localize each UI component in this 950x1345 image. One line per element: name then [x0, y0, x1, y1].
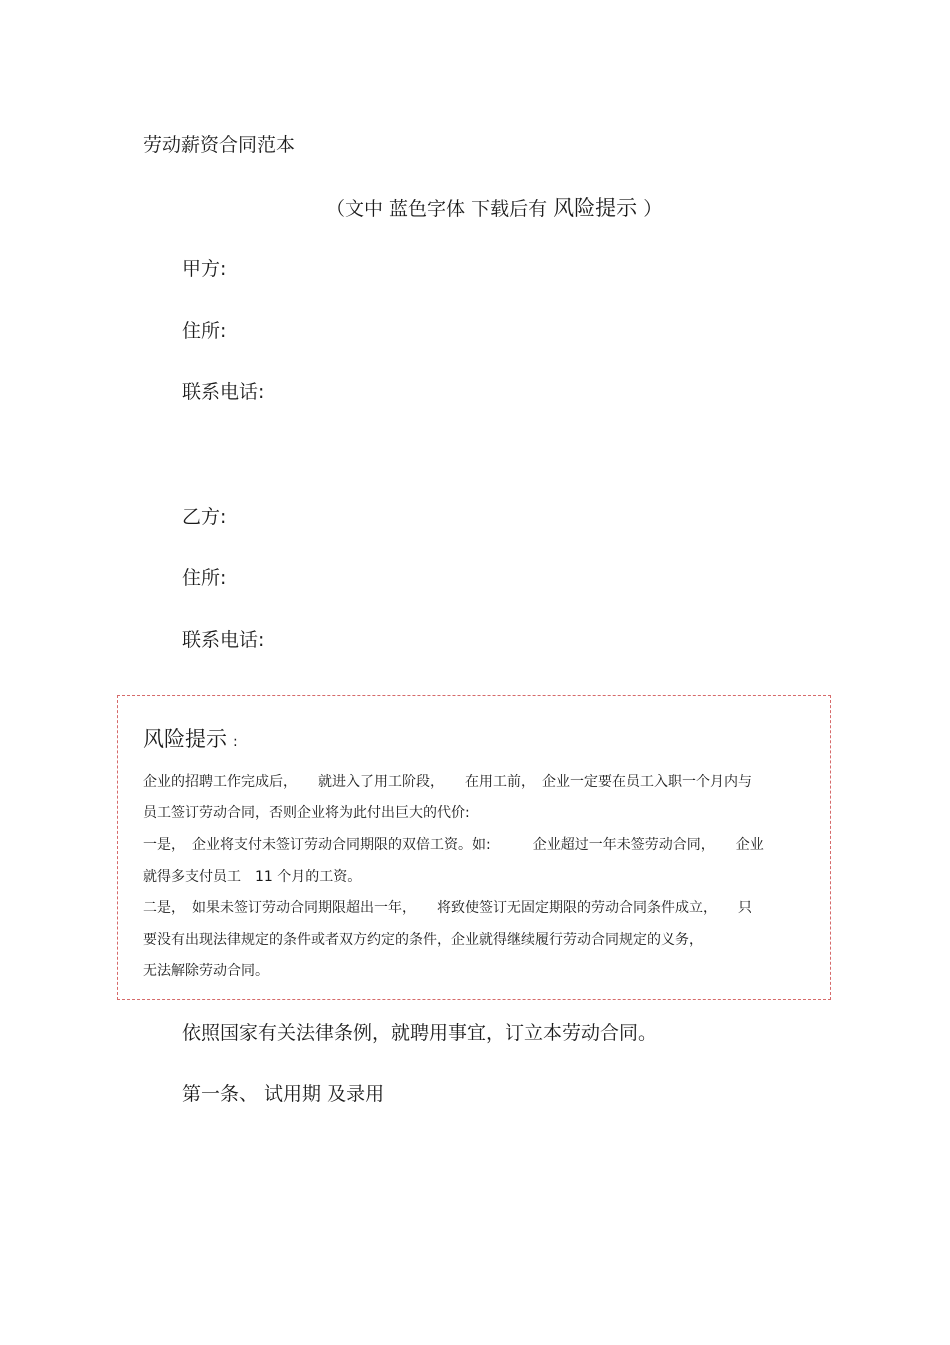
- party-b-address-label: 住所:: [182, 567, 227, 589]
- party-a-name-label: 甲方:: [182, 258, 227, 280]
- party-b-phone-label: 联系电话:: [182, 629, 265, 651]
- subtitle-emphasis: 风险提示: [553, 196, 638, 220]
- risk-notice-line: 要没有出现法律规定的条件或者双方约定的条件，企业就得继续履行劳动合同规定的义务，: [143, 932, 703, 948]
- subtitle-prefix: （文中 蓝色字体 下载后有: [326, 198, 548, 220]
- risk-notice-title-colon: :: [233, 734, 238, 750]
- risk-notice-line: 二是， 如果未签订劳动合同期限超出一年， 将致使签订无固定期限的劳动合同条件成立， 只: [143, 900, 752, 916]
- subtitle-suffix: ）: [643, 198, 663, 220]
- document-title: 劳动薪资合同范本: [143, 134, 296, 156]
- risk-notice-line: 企业的招聘工作完成后， 就进入了用工阶段， 在用工前， 企业一定要在员工入职一个月内与: [143, 774, 752, 790]
- risk-notice-line: 一是， 企业将支付未签订劳动合同期限的双倍工资。如: 企业超过一年未签劳动合同， 企业: [143, 837, 764, 853]
- party-b-name-label: 乙方:: [182, 506, 227, 528]
- risk-notice-title-text: 风险提示: [143, 727, 227, 751]
- document-subtitle: [326, 192, 662, 222]
- article-1-heading: 第一条、 试用期 及录用: [182, 1083, 385, 1105]
- party-a-address-label: 住所:: [182, 320, 227, 342]
- risk-notice-title: [143, 723, 238, 753]
- party-a-phone-label: 联系电话:: [182, 381, 265, 403]
- risk-notice-line: 无法解除劳动合同。: [143, 963, 269, 979]
- risk-notice-line: 就得多支付员工 11 个月的工资。: [143, 869, 362, 885]
- contract-intro: 依照国家有关法律条例，就聘用事宜，订立本劳动合同。: [182, 1022, 658, 1044]
- risk-notice-line: 员工签订劳动合同，否则企业将为此付出巨大的代价:: [143, 805, 470, 821]
